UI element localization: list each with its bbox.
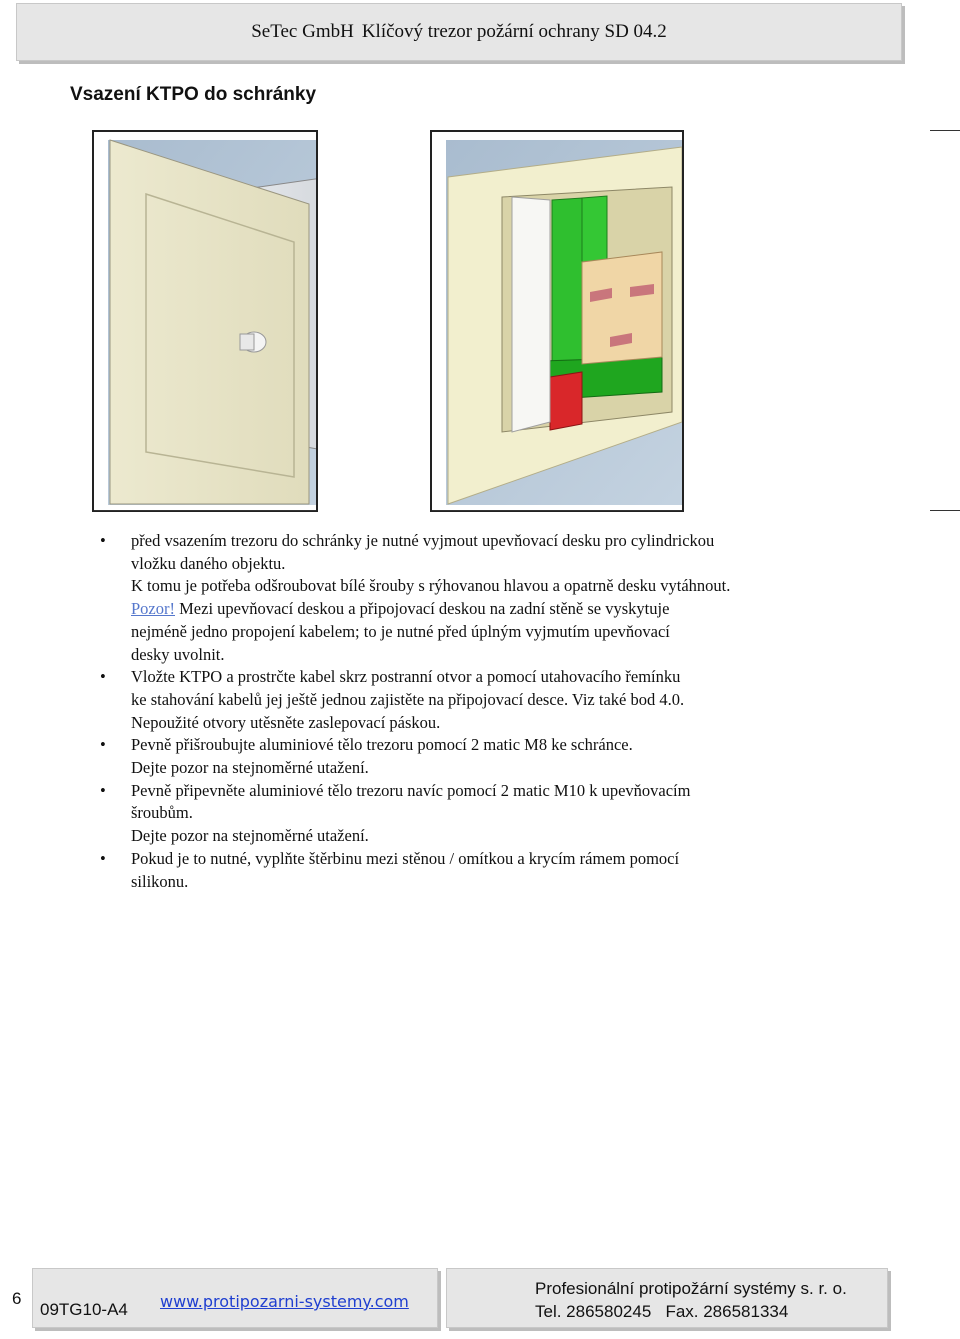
page-header [16, 3, 902, 61]
bullet: • [100, 667, 106, 687]
page-number: 6 [12, 1289, 22, 1308]
list-item-line: před vsazením trezoru do schránky je nutné vyjmout upevňovací desku pro cylindrickou [131, 531, 715, 550]
warning-text: Mezi upevňovací deskou a připojovací deskou na zadní stěně se vyskytuje [175, 599, 670, 619]
footer-contact: Tel. 286580245 Fax. 286581334 [535, 1302, 789, 1321]
website-link[interactable]: www.protipozarni-systemy.com [160, 1292, 409, 1311]
warning-label: Pozor! [131, 599, 175, 619]
list-item-line: Pokud je to nutné, vyplňte štěrbinu mezi stěnou / omítkou a krycím rámem pomocí [131, 848, 680, 868]
list-item [100, 780, 860, 848]
list-item [100, 734, 860, 779]
figure-closed-safe [92, 130, 318, 512]
list-item [100, 666, 860, 734]
list-item [100, 530, 860, 666]
list-item-line: K tomu je potřeba odšroubovat bílé šrouby s rýhovanou hlavou a opatrně desku vytáhnout. [131, 576, 731, 596]
bullet: • [100, 780, 106, 800]
figure-edge-bottom-right [432, 510, 682, 511]
list-item-line: šroubům. [131, 803, 193, 823]
safe-mounted-closed-image [94, 132, 316, 510]
bullet: • [100, 735, 106, 755]
list-item-line: ke stahování kabelů jej ještě jednou zajistěte na připojovací desce. Viz také bod 4.0. [131, 689, 685, 709]
figure-edge-right-bottom [930, 510, 960, 511]
list-item-line: vložku daného objektu. [131, 553, 286, 573]
footer-company: Profesionální protipožární systémy s. r. o. [535, 1279, 847, 1298]
list-item-line: Pevně připevněte aluminiové tělo trezoru navíc pomocí 2 matic M10 k upevňovacím [131, 780, 691, 800]
bullet: • [100, 848, 106, 868]
list-item-line: Dejte pozor na stejnoměrné utažení. [131, 826, 369, 846]
list-item-line: Dejte pozor na stejnoměrné utažení. [131, 758, 369, 778]
safe-mounted-open-image [432, 132, 682, 510]
list-item-line: Nepoužité otvory utěsněte zaslepovací páskou. [131, 712, 441, 732]
instruction-list [100, 530, 860, 893]
list-item-line: Pevně přišroubujte aluminiové tělo trezoru pomocí 2 matic M8 ke schránce. [131, 735, 633, 755]
list-item-line: silikonu. [131, 871, 189, 891]
list-item-line: Vložte KTPO a prostrčte kabel skrz postranní otvor a pomocí utahovacího řemínku [131, 667, 681, 687]
figure-open-safe [430, 130, 684, 512]
figure-edge-right-top [930, 130, 960, 131]
section-title: Vsazení KTPO do schránky [70, 84, 317, 105]
header-company: SeTec GmbH [251, 21, 354, 42]
header-title: Klíčový trezor požární ochrany SD 04.2 [361, 21, 667, 42]
figure-edge-bottom-left [94, 510, 316, 511]
bullet: • [100, 531, 106, 550]
document-code: 09TG10-A4 [40, 1300, 128, 1319]
list-item-line: nejméně jedno propojení kabelem; to je nutné před úplným vyjmutím upevňovací [131, 621, 670, 641]
warning-line [131, 598, 860, 621]
list-item-line: desky uvolnit. [131, 644, 225, 664]
list-item [100, 848, 860, 893]
